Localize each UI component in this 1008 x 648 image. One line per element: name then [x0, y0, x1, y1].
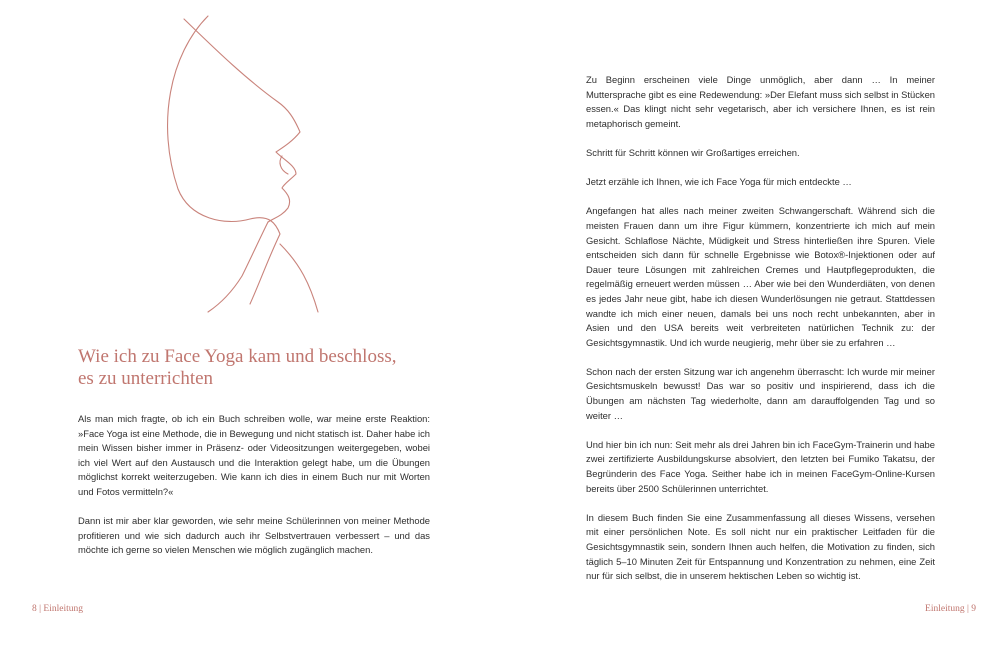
- heading-line-2: es zu unterrichten: [78, 368, 214, 389]
- paragraph: Angefangen hat alles nach meiner zweiten Schwangerschaft. Während sich die meisten Frauen dann um ihre Figur kümmern, konzentrierte ich mich auf mein Gesicht. Schlaflose Nächte, Müdigkeit und Stress hinterließen ihre Spuren. Viele entscheiden sich dann für schnelle Ergebnisse wie Botox®-Injektionen oder auf Dauer teure Lösungen mit zahlreichen Cremes und Hautpflegeprodukten, die regelmäßig erneuert werden müssen … Aber wie bei den Wunderdiäten, von denen es jedes Jahr neue gibt, habe ich diesen Wunderlösungen nie getraut. Stattdessen wandte ich mich einer neuen, damals bei uns noch recht unbekannten, aber in Asien und den USA bereits weit verbreiteten natürlichen Technik zu: der Gesichtsgymnastik. Und ich wurde neugierig, mehr über sie zu erfahren …: [586, 205, 935, 348]
- paragraph: In diesem Buch finden Sie eine Zusammenfassung all dieses Wissens, versehen mit einer persönlichen Note. Es soll nicht nur ein praktischer Leitfaden für die Gesichtsgymnastik sein, sondern Ihnen auch helfen, die Motivation zu finden, sich täglich 5–10 Minuten Zeit für Entspannung und Konzentration zu nehmen, eine Zeit nur für sich selbst, die in unserem hektischen Leben so wichtig ist.: [586, 511, 935, 582]
- folio-separator: |: [966, 604, 969, 614]
- paragraph: Als man mich fragte, ob ich ein Buch schreiben wolle, war meine erste Reaktion: »Face Yoga ist eine Methode, die in Bewegung und nicht statisch ist. Daher habe ich mein Wissen bisher immer in Präsenz- oder Videositzungen weitergegeben, wobei ich viel Wert auf den Austausch und die Interaktion gelegt habe, um die Übungen möglichst korrekt weiterzugeben. Wie kann ich dies in einem Buch nur mit Worten und Fotos vermitteln?«: [78, 413, 430, 497]
- section-name: Einleitung: [43, 604, 83, 614]
- section-name: Einleitung: [925, 604, 965, 614]
- forehead-nose-line: [184, 19, 300, 222]
- heading-line-1: Wie ich zu Face Yoga kam und beschloss,: [78, 346, 397, 367]
- profile-outline: [168, 16, 280, 304]
- chin-line: [208, 222, 268, 312]
- page-number: 8: [32, 604, 37, 614]
- paragraph: Schon nach der ersten Sitzung war ich angenehm überrascht: Ich wurde mir meiner Gesichtsmuskeln bewusst! Das war so positiv und inspirierend, dass ich die Übungen am nächsten Tag wiederholte, dann am darauffolgenden Tag und so weiter …: [586, 365, 935, 421]
- paragraph: Zu Beginn erscheinen viele Dinge unmöglich, aber dann … In meiner Muttersprache gibt es eine Redewendung: »Der Elefant muss sich selbst in Stücken essen.« Das klingt nicht sehr vegetarisch, aber ich versichere Ihnen, es ist rein metaphorisch gemeint.: [586, 74, 935, 129]
- paragraph: Schritt für Schritt können wir Großartiges erreichen.: [586, 146, 800, 158]
- paragraph: Dann ist mir aber klar geworden, wie sehr meine Schülerinnen von meiner Methode profitieren und wie sich dadurch auch ihr Selbstvertrauen verbessert – und das möchte ich gerne so vielen Menschen wie möglich zugänglich machen.: [78, 515, 430, 556]
- paragraph: Jetzt erzähle ich Ihnen, wie ich Face Yoga für mich entdeckte …: [586, 176, 852, 188]
- face-profile-line-drawing: [150, 14, 350, 314]
- chapter-heading: [78, 346, 458, 390]
- right-folio: [925, 604, 976, 614]
- right-body-text: [586, 73, 935, 598]
- right-page: [504, 0, 1008, 648]
- neck-line: [280, 244, 318, 312]
- left-folio: [32, 604, 83, 614]
- folio-separator: |: [39, 604, 42, 614]
- left-body-text: [78, 412, 430, 573]
- paragraph: Und hier bin ich nun: Seit mehr als drei Jahren bin ich FaceGym-Trainerin und habe zwei zertifizierte Ausbildungskurse absolviert, den letzten bei Fumiko Takatsu, der Begründerin des Face Yoga. Seither habe ich in meinen FaceGym-Online-Kursen bereits über 2500 Schülerinnen unterrichtet.: [586, 438, 935, 494]
- page-number: 9: [971, 604, 976, 614]
